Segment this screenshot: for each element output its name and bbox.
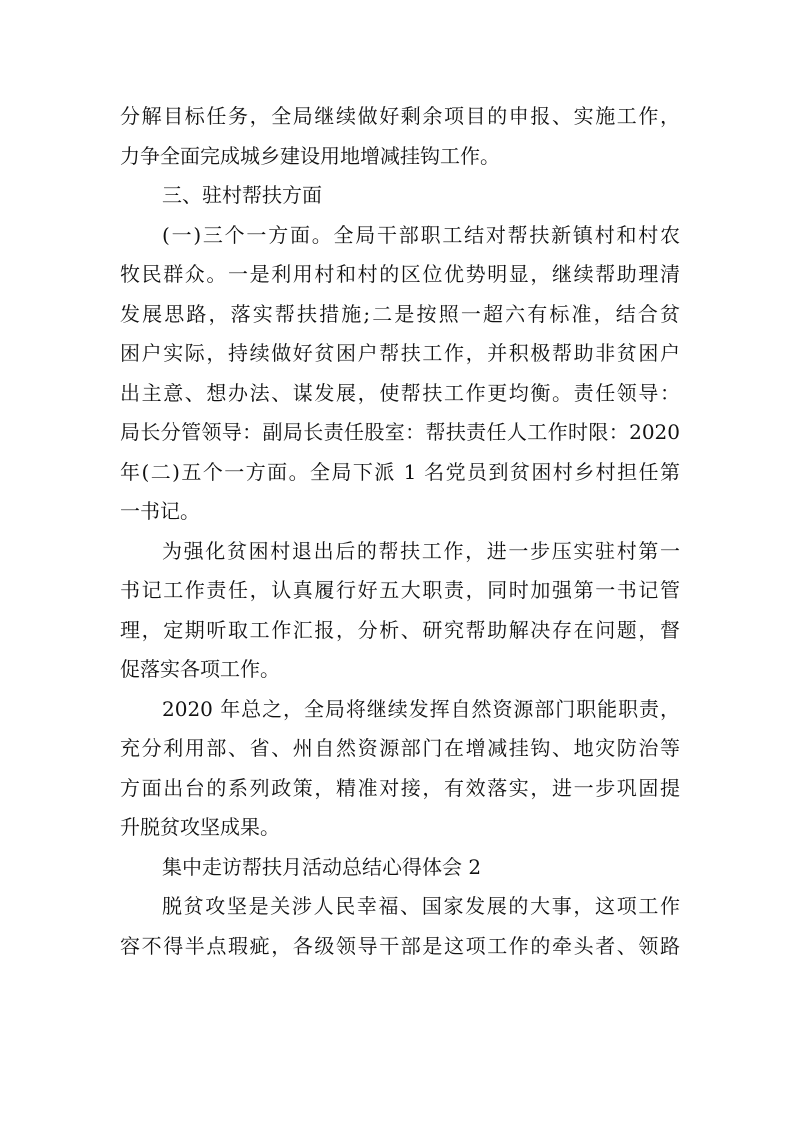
paragraph-line: 一书记。 xyxy=(120,499,200,523)
section-heading: 三、驻村帮扶方面 xyxy=(162,183,322,207)
paragraph-line: 发展思路，落实帮扶措施;二是按照一超六有标准，结合贫 xyxy=(120,301,680,326)
paragraph-line: 充分利用部、省、州自然资源部门在增减挂钩、地灾防治等 xyxy=(120,736,680,760)
paragraph-line: 方面出台的系列政策，精准对接，有效落实，进一步巩固提 xyxy=(120,775,680,800)
paragraph-line: 局长分管领导：副局长责任股室：帮扶责任人工作时限：2020 xyxy=(120,420,680,444)
paragraph-line: 年(二)五个一方面。全局下派 1 名党员到贫困村乡村担任第 xyxy=(120,459,680,484)
paragraph-line: 困户实际，持续做好贫困户帮扶工作，并积极帮助非贫困户 xyxy=(120,341,680,365)
paragraph-line: 牧民群众。一是利用村和村的区位优势明显，继续帮助理清 xyxy=(120,262,680,286)
paragraph-line: 促落实各项工作。 xyxy=(120,657,280,681)
section-heading: 集中走访帮扶月活动总结心得体会 2 xyxy=(162,854,482,879)
paragraph-line: 升脱贫攻坚成果。 xyxy=(120,815,280,839)
paragraph-line: 2020 年总之，全局将继续发挥自然资源部门职能职责， xyxy=(162,696,680,721)
paragraph-line: 理，定期听取工作汇报，分析、研究帮助解决存在问题，督 xyxy=(120,617,680,642)
paragraph-line: (一)三个一方面。全局干部职工结对帮扶新镇村和村农 xyxy=(162,222,680,247)
paragraph-line: 出主意、想办法、谋发展，使帮扶工作更均衡。责任领导： xyxy=(120,380,680,405)
paragraph-line: 容不得半点瑕疵，各级领导干部是这项工作的牵头者、领路 xyxy=(120,933,680,958)
paragraph-line: 书记工作责任，认真履行好五大职责，同时加强第一书记管 xyxy=(120,578,680,602)
document-body xyxy=(120,97,680,966)
paragraph-line: 脱贫攻坚是关涉人民幸福、国家发展的大事，这项工作 xyxy=(162,894,680,918)
paragraph-line: 力争全面完成城乡建设用地增减挂钩工作。 xyxy=(120,143,500,168)
paragraph-line: 分解目标任务，全局继续做好剩余项目的申报、实施工作， xyxy=(120,104,680,128)
paragraph-line: 为强化贫困村退出后的帮扶工作，进一步压实驻村第一 xyxy=(162,538,680,563)
